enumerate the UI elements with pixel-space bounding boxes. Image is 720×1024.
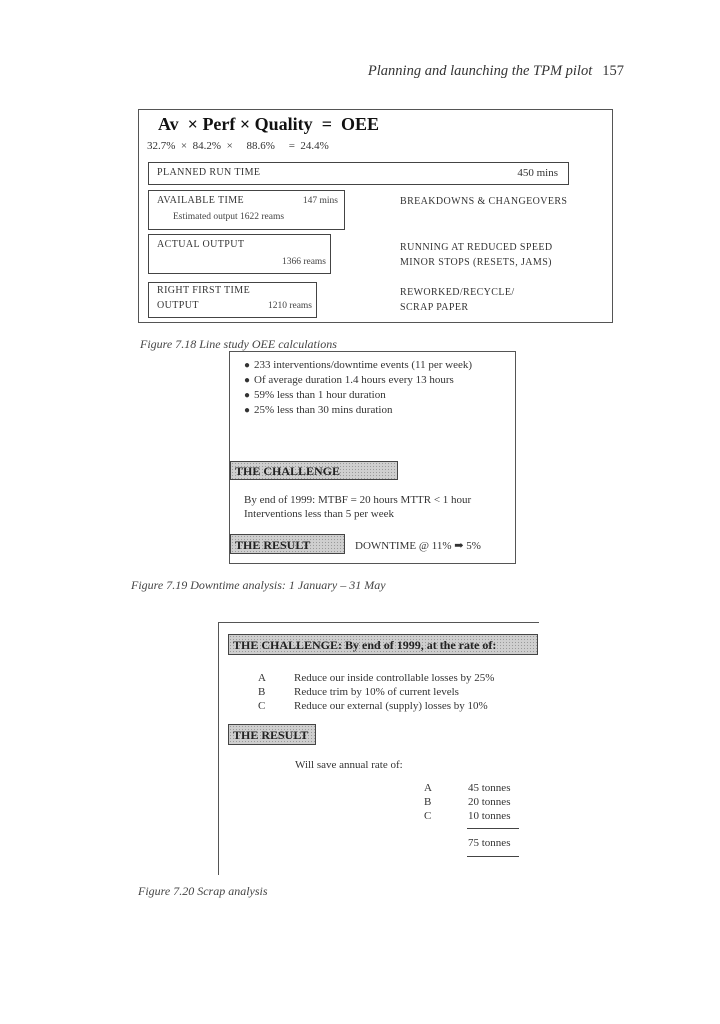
total-rule-bottom bbox=[467, 856, 519, 857]
loss-quality-line2: SCRAP PAPER bbox=[400, 302, 469, 313]
savings-list bbox=[424, 778, 510, 820]
planned-run-time-bar bbox=[148, 162, 569, 185]
actual-output-bar bbox=[148, 234, 331, 274]
list-item: C Reduce our external (supply) losses by 10% bbox=[258, 700, 488, 712]
available-time-label: AVAILABLE TIME bbox=[157, 195, 244, 206]
downtime-bullet-list bbox=[244, 358, 472, 418]
bullet-item: ● 25% less than 30 mins duration bbox=[244, 404, 393, 416]
loss-speed-line1: RUNNING AT REDUCED SPEED bbox=[400, 242, 553, 253]
available-time-value: 147 mins bbox=[302, 196, 338, 206]
bullet-item: ● Of average duration 1.4 hours every 13 hours bbox=[244, 374, 454, 386]
list-item: C 10 tonnes bbox=[424, 810, 511, 822]
scrap-target-list bbox=[258, 668, 548, 710]
available-time-bar bbox=[148, 190, 345, 230]
figure-7-20-caption: Figure 7.20 Scrap analysis bbox=[138, 884, 268, 898]
running-header bbox=[368, 63, 624, 80]
rft-label-line2: OUTPUT bbox=[157, 300, 199, 311]
challenge-line1: By end of 1999: MTBF = 20 hours MTTR < 1 hour bbox=[244, 494, 472, 506]
figure-7-18-caption: Figure 7.18 Line study OEE calculations bbox=[140, 337, 337, 351]
actual-output-label: ACTUAL OUTPUT bbox=[157, 239, 245, 250]
header-title: Planning and launching the TPM pilot bbox=[367, 63, 593, 79]
rft-label-line1: RIGHT FIRST TIME bbox=[157, 285, 251, 296]
bullet-item: ● 59% less than 1 hour duration bbox=[244, 389, 386, 401]
page-number: 157 bbox=[602, 63, 624, 79]
figure-7-19-caption: Figure 7.19 Downtime analysis: 1 January – 31 May bbox=[131, 578, 386, 592]
oee-equation: Av × Perf × Quality = OEE bbox=[158, 114, 379, 134]
loss-quality-line1: REWORKED/RECYCLE/ bbox=[400, 287, 515, 298]
actual-output-value: 1366 reams bbox=[281, 257, 326, 267]
bullet-item: ● 233 interventions/downtime events (11 per week) bbox=[244, 359, 473, 371]
savings-total: 75 tonnes bbox=[468, 837, 511, 849]
list-item: A Reduce our inside controllable losses by 25% bbox=[258, 672, 495, 684]
rft-value: 1210 reams bbox=[267, 301, 312, 311]
scrap-challenge-label: THE CHALLENGE: By end of 1999, at the rate of: bbox=[228, 634, 538, 655]
scrap-result-intro: Will save annual rate of: bbox=[295, 759, 403, 771]
list-item: B Reduce trim by 10% of current levels bbox=[258, 686, 459, 698]
challenge-label-box: THE CHALLENGE bbox=[230, 461, 398, 480]
estimated-output-note: Estimated output 1622 reams bbox=[173, 212, 285, 222]
loss-speed-line2: MINOR STOPS (RESETS, JAMS) bbox=[400, 257, 552, 268]
total-rule-top bbox=[467, 828, 519, 829]
oee-values: 32.7% × 84.2% × 88.6% = 24.4% bbox=[147, 140, 329, 152]
list-item: A 45 tonnes bbox=[424, 782, 511, 794]
scrap-result-label: THE RESULT bbox=[228, 724, 316, 745]
planned-run-time-label: PLANNED RUN TIME bbox=[157, 167, 261, 178]
list-item: B 20 tonnes bbox=[424, 796, 511, 808]
planned-run-time-value: 450 mins bbox=[517, 167, 558, 179]
result-label-box: THE RESULT bbox=[230, 534, 345, 554]
result-text: DOWNTIME @ 11% ➡ 5% bbox=[355, 540, 481, 552]
right-first-time-bar bbox=[148, 282, 317, 318]
challenge-line2: Interventions less than 5 per week bbox=[244, 508, 394, 520]
loss-breakdowns: BREAKDOWNS & CHANGEOVERS bbox=[400, 196, 568, 207]
